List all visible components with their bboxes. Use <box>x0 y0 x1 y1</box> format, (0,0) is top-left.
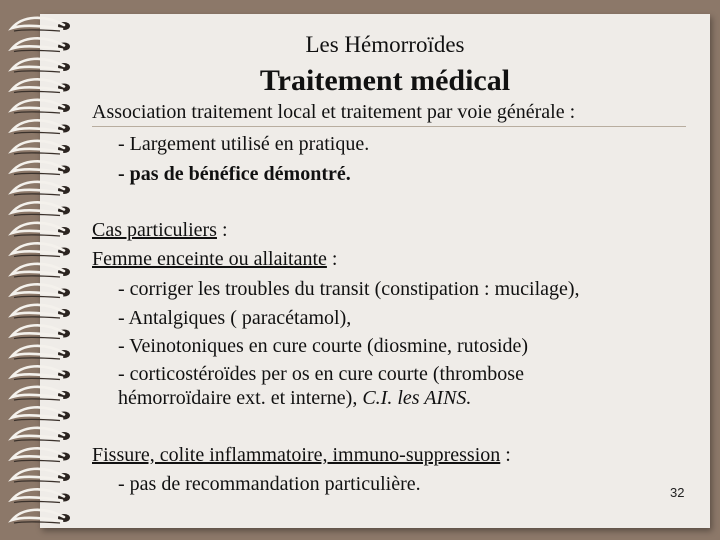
binder-ring <box>12 182 70 195</box>
continuation-text: hémorroïdaire ext. et interne), <box>118 387 363 409</box>
section2-subheading-colon: : <box>326 248 338 270</box>
section2-heading-colon: : <box>216 219 228 241</box>
section2-item-1: - corriger les troubles du transit (constipation : mucilage), <box>118 278 580 300</box>
binder-ring <box>12 100 70 113</box>
heading-rule <box>92 126 686 127</box>
section1-item-2: - pas de bénéfice démontré. <box>118 163 351 185</box>
slide-title: Traitement médical <box>259 64 511 97</box>
binder-ring <box>12 161 70 174</box>
binder-ring <box>12 202 70 215</box>
section3-heading <box>92 443 511 467</box>
binder-ring <box>12 469 70 482</box>
binder-ring <box>12 325 70 338</box>
section1-item-1: - Largement utilisé en pratique. <box>118 133 370 155</box>
section2-item-2: - Antalgiques ( paracétamol), <box>118 307 352 329</box>
section2-item-4: - corticostéroïdes per os en cure courte (thrombose <box>118 363 524 385</box>
binder-ring <box>12 18 70 31</box>
section2-subheading-label: Femme enceinte ou allaitante <box>92 248 327 270</box>
binder-ring <box>12 366 70 379</box>
binder-ring <box>12 428 70 441</box>
binder-ring <box>12 243 70 256</box>
binder-ring <box>12 407 70 420</box>
binder-ring <box>12 387 70 400</box>
binder-ring <box>12 141 70 154</box>
binder-ring <box>12 120 70 133</box>
slide-subtitle: Les Hémorroïdes <box>305 32 465 57</box>
binder-ring <box>12 223 70 236</box>
binder-ring <box>12 305 70 318</box>
section3-item-1: - pas de recommandation particulière. <box>118 473 421 495</box>
binder-ring <box>12 284 70 297</box>
binder-ring <box>12 489 70 502</box>
section2-item-3: - Veinotoniques en cure courte (diosmine, rutoside) <box>118 335 529 357</box>
section2-subheading <box>92 247 337 271</box>
binder-ring <box>12 264 70 277</box>
section2-heading-label: Cas particuliers <box>92 219 217 241</box>
section2-item-4-continuation <box>118 386 471 410</box>
section1-heading: Association traitement local et traitement par voie générale : <box>92 101 576 123</box>
binder-ring <box>12 448 70 461</box>
continuation-italic: C.I. les AINS. <box>362 387 472 409</box>
section3-heading-colon: : <box>500 444 511 466</box>
binder-ring <box>12 346 70 359</box>
binder-ring <box>12 510 70 523</box>
section3-heading-label: Fissure, colite inflammatoire, immuno-suppression <box>92 444 501 466</box>
page-number: 32 <box>670 485 685 500</box>
section2-heading <box>92 218 228 242</box>
